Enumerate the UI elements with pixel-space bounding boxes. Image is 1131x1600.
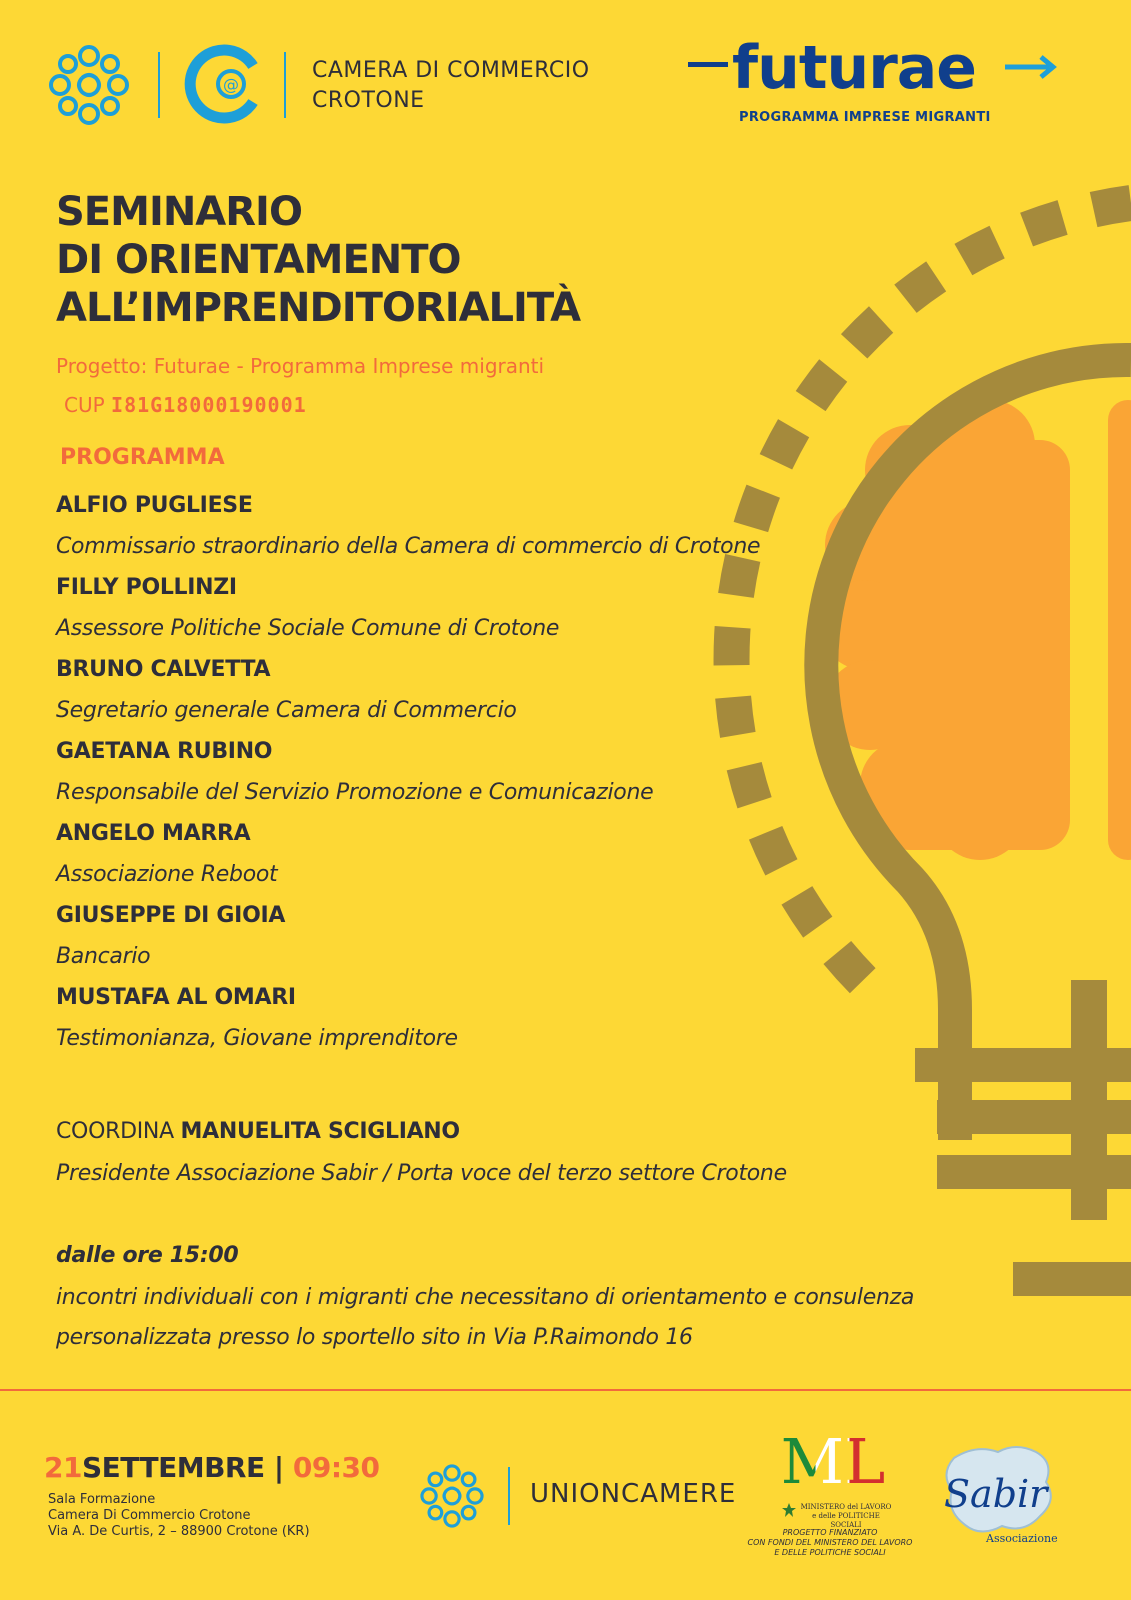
cc-line-1: CAMERA DI COMMERCIO [312,58,590,83]
venue-line-1: Sala Formazione [48,1492,156,1507]
speaker-item [56,732,956,814]
title-line-1: SEMINARIO [56,189,302,235]
speaker-role: Assessore Politiche Sociale Comune di Crotone [56,616,560,641]
speaker-role: Segretario generale Camera di Commercio [56,698,517,723]
futurae-arrow-icon [1005,52,1061,82]
speaker-name: ANGELO MARRA [56,821,251,846]
cup-line [64,393,307,417]
page-title [56,188,580,332]
cup-label: CUP [64,393,105,417]
event-time: 09:30 [292,1451,380,1484]
italian-emblem-icon [782,1502,796,1518]
funding-line-3: E DELLE POLITICHE SOCIALI [774,1548,886,1557]
venue-line-3: Via A. De Curtis, 2 – 88900 Crotone (KR) [48,1524,310,1539]
speaker-name: MUSTAFA AL OMARI [56,985,296,1010]
speaker-item [56,978,956,1060]
event-day: 21 [44,1451,82,1484]
coordinator-role: Presidente Associazione Sabir / Porta voce del terzo settore Crotone [56,1161,787,1186]
camera-commercio-emblem-icon [46,42,132,128]
cup-code: I81G18000190001 [111,393,307,417]
unioncamere-emblem-icon [418,1462,486,1530]
futurae-wordmark: futurae [732,33,976,103]
camera-commercio-label [312,56,590,116]
ml-letters: ML [780,1425,886,1498]
ministero-line-2: e delle POLITICHE SOCIALI [812,1512,880,1529]
speaker-name: GAETANA RUBINO [56,739,273,764]
event-month: SETTEMBRE [81,1451,265,1484]
svg-text:@: @ [223,75,239,94]
afternoon-line-1: incontri individuali con i migranti che necessitano di orientamento e consulenza [56,1285,915,1310]
title-line-3: ALL’IMPRENDITORIALITÀ [56,285,581,331]
divider [508,1467,510,1525]
speaker-role: Responsabile del Servizio Promozione e Comunicazione [56,780,654,805]
date-separator: | [273,1451,284,1484]
speaker-name: FILLY POLLINZI [56,575,237,600]
coordinator-name: MANUELITA SCIGLIANO [180,1119,460,1144]
cc-line-2: CROTONE [312,88,425,113]
afternoon-line-2: personalizzata presso lo sportello sito in Via P.Raimondo 16 [56,1325,693,1350]
sabir-association-label: Associazione [986,1532,1058,1545]
divider [158,52,160,118]
funding-note [740,1528,920,1558]
coordinator-line [56,1119,460,1144]
speaker-list [56,486,956,1060]
speaker-name: BRUNO CALVETTA [56,657,271,682]
speaker-item [56,896,956,978]
unioncamere-label: UNIONCAMERE [530,1479,737,1509]
venue-line-2: Camera Di Commercio Crotone [48,1508,251,1523]
speaker-role: Commissario straordinario della Camera di commercio di Crotone [56,534,761,559]
ministero-label [796,1503,896,1530]
speaker-item [56,486,956,568]
futurae-left-dash [688,62,728,67]
funding-line-2: CON FONDI DEL MINISTERO DEL LAVORO [747,1538,913,1547]
programma-heading: PROGRAMMA [60,445,225,470]
speaker-name: GIUSEPPE DI GIOIA [56,903,286,928]
venue-address [48,1492,310,1540]
speaker-role: Testimonianza, Giovane imprenditore [56,1026,458,1051]
divider [284,52,286,118]
speaker-item [56,650,956,732]
speaker-item [56,814,956,896]
camera-commercio-at-logo-icon [183,44,263,124]
footer-divider [0,1389,1131,1391]
funding-line-1: PROGETTO FINANZIATO [782,1528,878,1537]
title-line-2: DI ORIENTAMENTO [56,237,461,283]
afternoon-time: dalle ore 15:00 [56,1243,239,1268]
sabir-wordmark: Sabir [944,1472,1048,1516]
coordinator-label: COORDINA [56,1119,174,1144]
speaker-name: ALFIO PUGLIESE [56,493,253,518]
speaker-item [56,568,956,650]
project-line: Progetto: Futurae - Programma Imprese migranti [56,354,545,378]
speaker-role: Associazione Reboot [56,862,278,887]
futurae-subtitle: PROGRAMMA IMPRESE MIGRANTI [739,110,991,125]
ministero-line-1: MINISTERO del LAVORO [800,1503,892,1511]
speaker-role: Bancario [56,944,151,969]
event-date [44,1451,380,1484]
ministero-ml-logo [778,1425,888,1498]
